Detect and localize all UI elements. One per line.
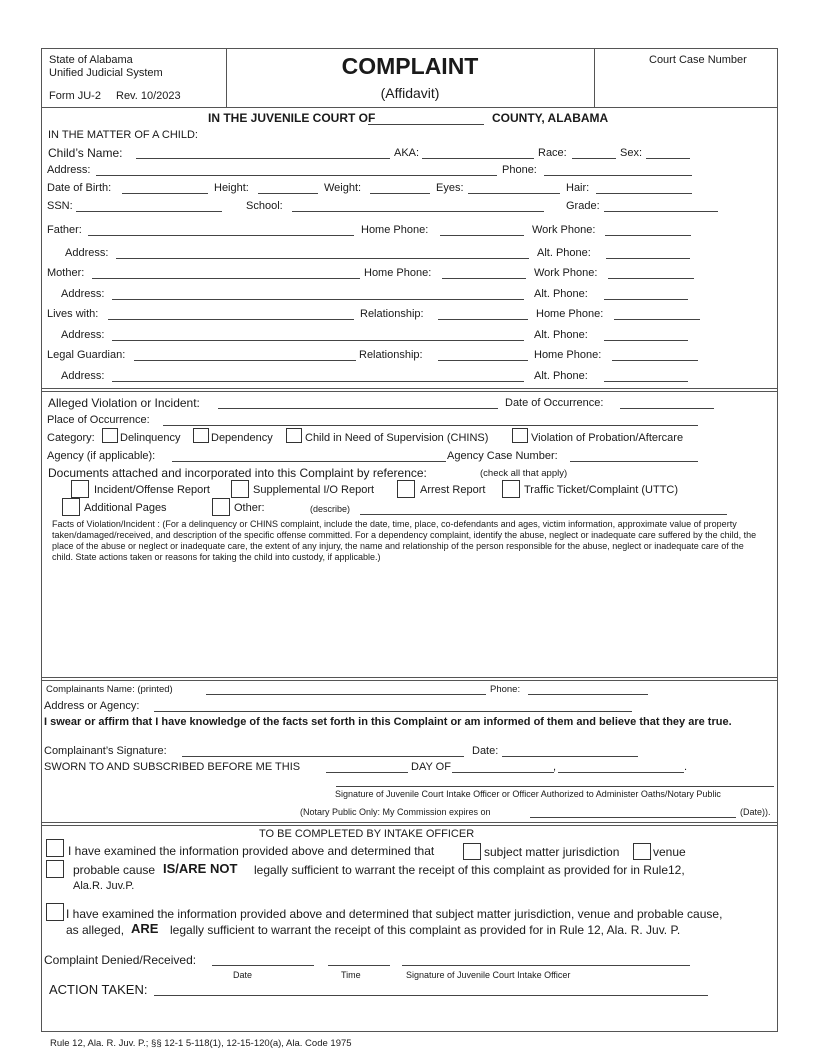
day-of-label: DAY OF [411,761,451,773]
sworn-day-input[interactable] [326,772,408,773]
form-title: COMPLAINT [341,53,479,79]
not-sufficient-checkbox[interactable] [46,839,64,857]
lives-with-input[interactable] [108,319,354,320]
sworn-period: . [684,761,688,773]
eyes-label: Eyes: [436,182,464,194]
date-caption: Date [233,970,253,980]
lives-with-alt-phone-input[interactable] [604,340,688,341]
guardian-alt-phone-input[interactable] [604,381,688,382]
complainant-address-input[interactable] [154,711,632,712]
agency-case-label: Agency Case Number: [447,450,558,462]
grade-label: Grade: [566,200,600,212]
complainant-name-input[interactable] [206,694,486,695]
notary-note: (Notary Public Only: My Commission expires on [300,807,491,817]
violation-label: Alleged Violation or Incident: [48,396,200,410]
documents-label: Documents attached and incorporated into this Complaint by reference: [48,466,427,480]
guardian-alt-phone-label: Alt. Phone: [534,370,588,382]
complainant-phone-input[interactable] [528,694,648,695]
incident-report-label: Incident/Offense Report [94,484,210,496]
subject-matter-label: subject matter jurisdiction [484,845,620,859]
incident-report-checkbox[interactable] [71,480,89,498]
agency-label: Agency (if applicable): [47,450,156,462]
probable-cause-label: probable cause [73,863,156,877]
mother-alt-phone-input[interactable] [604,299,688,300]
complainant-signature-input[interactable] [182,756,464,757]
lives-with-relationship-label: Relationship: [360,308,424,320]
lives-with-address-label: Address: [61,329,105,341]
section-divider-3a [41,822,778,823]
complainant-address-label: Address or Agency: [44,700,140,712]
mother-alt-phone-label: Alt. Phone: [534,288,588,300]
father-work-phone-input[interactable] [605,235,691,236]
probable-cause-checkbox[interactable] [46,860,64,878]
mother-work-phone-label: Work Phone: [534,267,598,279]
complainant-date-input[interactable] [502,756,638,757]
mother-label: Mother: [47,267,85,279]
father-alt-phone-input[interactable] [606,258,690,259]
eyes-input[interactable] [468,193,560,194]
intake-examined-1: I have examined the information provided above and determined that [68,844,435,858]
father-work-phone-label: Work Phone: [532,224,596,236]
lives-with-label: Lives with: [47,308,99,320]
intake-signature-caption: Signature of Juvenile Court Intake Officer [406,970,571,980]
place-label: Place of Occurrence: [47,414,150,426]
form-revision: Rev. 10/2023 [116,90,181,102]
header-bottom-rule [41,107,778,108]
not-sufficient-text: legally sufficient to warrant the receipt of this complaint as provided for in Rule12, [254,863,685,877]
sufficient-checkbox[interactable] [46,903,64,921]
venue-label: venue [653,845,686,859]
guardian-address-input[interactable] [112,381,524,382]
supplemental-report-checkbox[interactable] [231,480,249,498]
sworn-month-input[interactable] [452,772,554,773]
other-document-checkbox[interactable] [212,498,230,516]
mother-home-phone-label: Home Phone: [364,267,432,279]
is-are-not-label: IS/ARE NOT [163,861,238,876]
time-caption: Time [341,970,361,980]
guardian-relationship-label: Relationship: [359,349,423,361]
father-address-input[interactable] [116,258,529,259]
ssn-input[interactable] [76,211,222,212]
org-line2: Unified Judicial System [49,67,163,79]
dob-label: Date of Birth: [47,182,112,194]
agency-input[interactable] [172,461,446,462]
lives-with-address-input[interactable] [112,340,524,341]
race-label: Race: [538,147,567,159]
father-address-label: Address: [65,247,109,259]
additional-pages-checkbox[interactable] [62,498,80,516]
header-divider-right [594,48,595,107]
intake-time-input[interactable] [328,965,390,966]
dob-input[interactable] [122,193,208,194]
other-document-input[interactable] [360,514,727,515]
org-line1: State of Alabama [49,54,133,66]
aka-label: AKA: [394,147,420,159]
other-document-label: Other: [234,502,265,514]
lives-with-home-phone-label: Home Phone: [536,308,604,320]
facts-textarea[interactable] [46,584,772,674]
mother-work-phone-input[interactable] [608,278,694,279]
sex-input[interactable] [646,158,690,159]
father-home-phone-input[interactable] [440,235,524,236]
section-divider-1b [41,391,778,392]
sworn-label: SWORN TO AND SUBSCRIBED BEFORE ME THIS [44,761,301,773]
complainant-signature-label: Complainant’s Signature: [44,745,167,757]
sex-label: Sex: [620,147,643,159]
section-divider-3b [41,825,778,826]
legal-guardian-input[interactable] [134,360,356,361]
delinquency-label: Delinquency [120,432,181,444]
violation-input[interactable] [218,408,498,409]
child-address-label: Address: [47,164,91,176]
section-divider-1a [41,388,778,389]
intake-date-input[interactable] [212,965,314,966]
chins-label: Child in Need of Supervision (CHINS) [305,432,489,444]
hair-input[interactable] [596,193,692,194]
court-case-number-input[interactable] [600,78,772,94]
section-divider-2a [41,677,778,678]
category-label: Category: [47,432,95,444]
supplemental-report-label: Supplemental I/O Report [253,484,375,496]
arrest-report-checkbox[interactable] [397,480,415,498]
court-case-label: Court Case Number [649,54,747,66]
ssn-label: SSN: [47,200,73,212]
officer-signature-line[interactable] [336,786,774,787]
child-name-label: Child’s Name: [48,146,123,160]
complainant-name-label: Complainants Name: (printed) [46,684,173,695]
place-input[interactable] [163,425,698,426]
footer-citation: Rule 12, Ala. R. Juv. P.; §§ 12-1 5-118(1), 12-15-120(a), Ala. Code 1975 [50,1038,352,1049]
lives-with-alt-phone-label: Alt. Phone: [534,329,588,341]
race-input[interactable] [572,158,616,159]
occurrence-date-input[interactable] [620,408,714,409]
child-phone-input[interactable] [544,175,692,176]
sufficient-text: legally sufficient to warrant the receipt of this complaint as provided for in Rule 12, Ala. R. Juv. P. [170,923,681,937]
guardian-address-label: Address: [61,370,105,382]
hair-label: Hair: [566,182,590,194]
father-input[interactable] [88,235,354,236]
school-label: School: [246,200,283,212]
notary-date-caption: (Date)). [740,807,771,817]
child-phone-label: Phone: [502,164,537,176]
form-subtitle: (Affidavit) [380,85,440,101]
probation-violation-label: Violation of Probation/Aftercare [531,432,684,444]
mother-address-label: Address: [61,288,105,300]
mother-input[interactable] [92,278,360,279]
describe-hint: (describe) [310,504,351,514]
as-alleged-label: as alleged, [66,923,125,937]
father-label: Father: [47,224,82,236]
oath-statement: I swear or affirm that I have knowledge of the facts set forth in this Complaint or am informed of them and believe that they are true. [44,716,732,728]
agency-case-input[interactable] [570,461,698,462]
documents-hint: (check all that apply) [480,468,568,479]
child-name-input[interactable] [136,158,390,159]
matter-heading: IN THE MATTER OF A CHILD: [48,129,198,141]
height-input[interactable] [258,193,318,194]
traffic-ticket-label: Traffic Ticket/Complaint (UTTC) [524,484,679,496]
arrest-report-label: Arrest Report [420,484,486,496]
father-home-phone-label: Home Phone: [361,224,429,236]
county-input[interactable] [368,124,484,125]
commission-expires-input[interactable] [530,817,736,818]
chins-checkbox[interactable] [286,428,302,443]
intake-examined-2: I have examined the information provided above and determined that subject matter jurisdiction, venue and probable cause, [66,907,723,921]
height-label: Height: [214,182,249,194]
court-suffix: COUNTY, ALABAMA [492,111,609,125]
sworn-year-input[interactable] [558,772,684,773]
rule-reference: Ala.R. Juv.P. [73,880,135,892]
guardian-relationship-input[interactable] [438,360,528,361]
mother-home-phone-input[interactable] [442,278,526,279]
lives-with-home-phone-input[interactable] [614,319,700,320]
probation-violation-checkbox[interactable] [512,428,528,443]
dependency-checkbox[interactable] [193,428,209,443]
dependency-label: Dependency [211,432,273,444]
father-alt-phone-label: Alt. Phone: [537,247,591,259]
lives-with-relationship-input[interactable] [438,319,528,320]
child-address-input[interactable] [96,175,497,176]
denied-received-label: Complaint Denied/Received: [44,953,197,967]
sworn-comma: , [553,761,557,773]
additional-pages-label: Additional Pages [84,502,167,514]
action-taken-label: ACTION TAKEN: [49,982,148,997]
traffic-ticket-checkbox[interactable] [502,480,520,498]
grade-input[interactable] [604,211,718,212]
action-taken-input[interactable] [154,995,708,996]
officer-signature-caption: Signature of Juvenile Court Intake Officer or Officer Authorized to Administer Oaths/Notary Public [335,789,721,799]
venue-checkbox[interactable] [633,843,651,860]
form-id: Form JU-2 [49,90,101,102]
facts-instructions: Facts of Violation/Incident : (For a delinquency or CHINS complaint, include the date, time, place, co-defendants and ages, victim information, approximate value of property taken/damaged/received, and description of the specific offense committed. For a dependency complaint, identify the abuse, neglect or inadequate care suffered by the child, the place of the abuse or neglect or inadequate care, the extent of any injury, the name and relationship of the person responsible for the abuse, neglect or inadequate care of the child. State actions taken or reasons for taking the child into custody, if applicable.) [52,519,757,562]
weight-input[interactable] [370,193,430,194]
guardian-home-phone-input[interactable] [612,360,698,361]
mother-address-input[interactable] [112,299,524,300]
complainant-date-label: Date: [472,745,499,757]
occurrence-date-label: Date of Occurrence: [505,397,604,409]
court-prefix: IN THE JUVENILE COURT OF [208,111,376,125]
intake-signature-input[interactable] [402,965,690,966]
intake-heading: TO BE COMPLETED BY INTAKE OFFICER [259,828,475,840]
are-label: ARE [131,921,159,936]
delinquency-checkbox[interactable] [102,428,118,443]
aka-input[interactable] [422,158,534,159]
subject-matter-checkbox[interactable] [463,843,481,860]
legal-guardian-label: Legal Guardian: [47,349,126,361]
complainant-phone-label: Phone: [490,684,521,695]
section-divider-2b [41,680,778,681]
guardian-home-phone-label: Home Phone: [534,349,602,361]
school-input[interactable] [292,211,544,212]
weight-label: Weight: [324,182,362,194]
